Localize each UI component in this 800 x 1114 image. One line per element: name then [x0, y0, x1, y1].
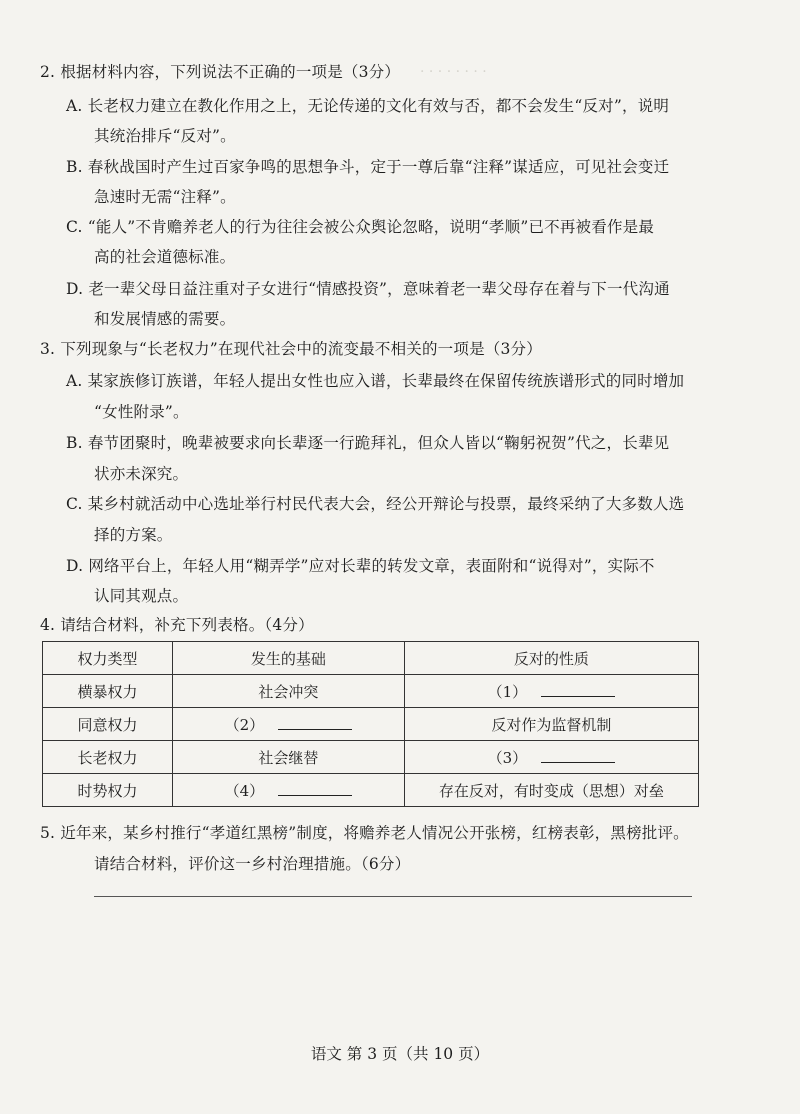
table-cell-blank[interactable] [404, 741, 698, 774]
q3-option-b-line2: 状亦未深究。 [94, 465, 189, 483]
question-2-stem: 2. 根据材料内容，下列说法不正确的一项是（3分） [40, 63, 401, 81]
q3-option-d-line2: 认同其观点。 [94, 587, 189, 605]
blank-label: （4） [224, 781, 265, 800]
table-cell: 存在反对，有时变成（思想）对垒 [404, 774, 698, 807]
q2-option-b-line2: 急速时无需“注释”。 [94, 188, 236, 206]
q3-option-a-line2: “女性附录”。 [94, 403, 189, 421]
q2-option-b-line1: B. 春秋战国时产生过百家争鸣的思想争斗，定于一尊后靠“注释”谋适应，可见社会变迁 [66, 158, 670, 176]
table-cell-blank[interactable] [173, 708, 405, 741]
table-row [43, 741, 699, 774]
table-header-row [43, 642, 699, 675]
table-cell: 同意权力 [43, 708, 173, 741]
question-5-line1: 5. 近年来，某乡村推行“孝道红黑榜”制度，将赡养老人情况公开张榜，红榜表彰，黑榜批评。 [40, 824, 689, 842]
q2-option-d-line1: D. 老一辈父母日益注重对子女进行“情感投资”，意味着老一辈父母存在着与下一代沟通 [66, 280, 670, 298]
bleed-through-text: · · · · · · · · [420, 64, 487, 80]
blank-label: （3） [487, 748, 528, 767]
table-row [43, 675, 699, 708]
table-row [43, 708, 699, 741]
answer-blank[interactable] [278, 715, 352, 730]
blank-label: （2） [224, 715, 265, 734]
table-cell: 社会继替 [173, 741, 405, 774]
answer-blank[interactable] [541, 682, 615, 697]
table-header-cell: 权力类型 [43, 642, 173, 675]
q2-option-d-line2: 和发展情感的需要。 [94, 310, 236, 328]
answer-line[interactable] [94, 896, 692, 897]
answer-blank[interactable] [278, 781, 352, 796]
q2-option-c-line1: C. “能人”不肯赡养老人的行为往往会被公众舆论忽略，说明“孝顺”已不再被看作是最 [66, 218, 655, 236]
question-4-stem: 4. 请结合材料，补充下列表格。（4分） [40, 616, 314, 634]
question-3-stem: 3. 下列现象与“长老权力”在现代社会中的流变最不相关的一项是（3分） [40, 340, 542, 358]
table-cell: 时势权力 [43, 774, 173, 807]
q3-option-d-line1: D. 网络平台上，年轻人用“糊弄学”应对长辈的转发文章，表面附和“说得对”，实际不 [66, 557, 655, 575]
page-footer: 语文 第 3 页（共 10 页） [310, 1045, 490, 1063]
question-5-line2: 请结合材料，评价这一乡村治理措施。（6分） [94, 855, 411, 873]
q2-option-a-line2: 其统治排斥“反对”。 [94, 127, 236, 145]
blank-label: （1） [487, 682, 528, 701]
answer-blank[interactable] [541, 748, 615, 763]
q3-option-a-line1: A. 某家族修订族谱，年轻人提出女性也应入谱，长辈最终在保留传统族谱形式的同时增加 [66, 372, 685, 390]
power-type-table [42, 641, 699, 807]
table-cell: 社会冲突 [173, 675, 405, 708]
table-row [43, 774, 699, 807]
q2-option-a-line1: A. 长老权力建立在教化作用之上，无论传递的文化有效与否，都不会发生“反对”，说明 [66, 97, 670, 115]
table-cell: 反对作为监督机制 [404, 708, 698, 741]
q3-option-c-line2: 择的方案。 [94, 526, 173, 544]
q2-option-c-line2: 高的社会道德标准。 [94, 248, 236, 266]
table-cell-blank[interactable] [404, 675, 698, 708]
table-cell: 长老权力 [43, 741, 173, 774]
table-header-cell: 发生的基础 [173, 642, 405, 675]
table-cell: 横暴权力 [43, 675, 173, 708]
q3-option-c-line1: C. 某乡村就活动中心选址举行村民代表大会，经公开辩论与投票，最终采纳了大多数人选 [66, 495, 685, 513]
table-header-cell: 反对的性质 [404, 642, 698, 675]
q3-option-b-line1: B. 春节团聚时，晚辈被要求向长辈逐一行跪拜礼，但众人皆以“鞠躬祝贺”代之，长辈见 [66, 434, 670, 452]
table-cell-blank[interactable] [173, 774, 405, 807]
